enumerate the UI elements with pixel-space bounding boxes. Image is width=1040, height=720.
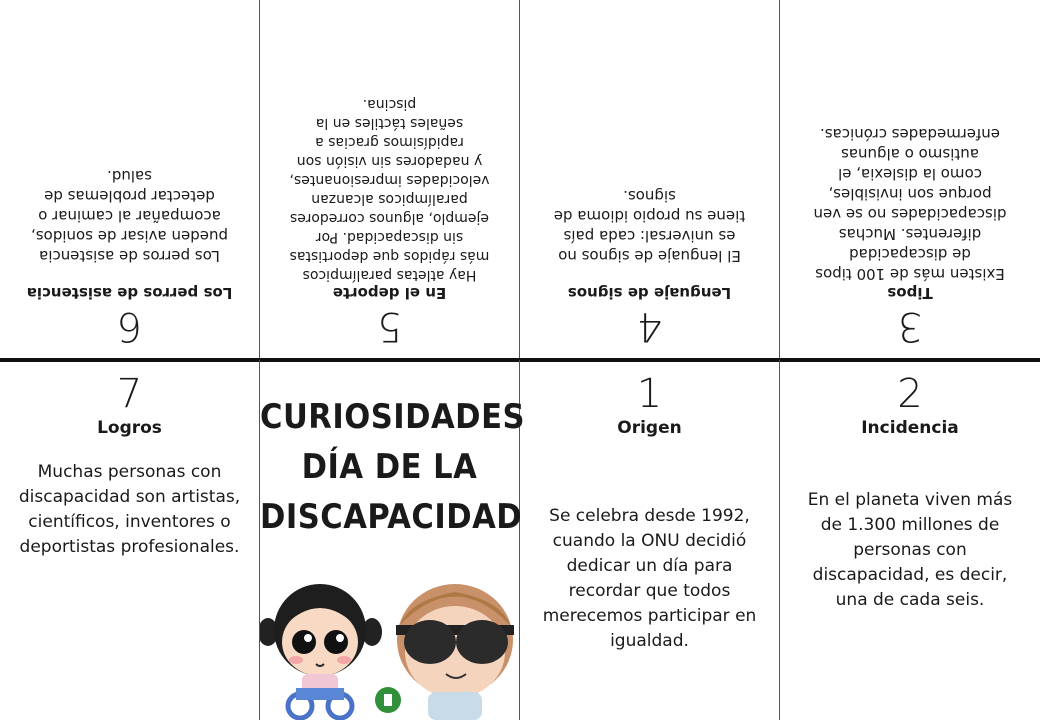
cover-title-line: DISCAPACIDAD xyxy=(260,497,523,537)
card-text: Existen más de 100 tipos de discapacidad diferentes. Muchas discapacidades no se ven porque son invisibles, como la dislexia, el autismo o algunas enfermedades crónicas. xyxy=(813,125,1007,283)
card-number: 2 xyxy=(897,371,923,417)
tree-logo-icon xyxy=(375,687,401,713)
bottom-row xyxy=(0,360,1040,720)
card-title: Lenguaje de signos xyxy=(567,284,732,302)
card-6 xyxy=(0,0,260,360)
cover-title-line: DÍA DE LA xyxy=(301,447,478,487)
card-7 xyxy=(0,360,260,720)
card-number: 3 xyxy=(897,303,923,349)
card-number: 7 xyxy=(116,371,143,417)
cover-title-line: CURIOSIDADES xyxy=(260,397,526,437)
cover-title xyxy=(260,392,526,542)
card-number: 1 xyxy=(636,371,663,417)
card-3 xyxy=(780,0,1040,360)
card-text: Muchas personas con discapacidad son artistas, científicos, inventores o deportistas profesionales. xyxy=(18,462,241,557)
card-number: 5 xyxy=(376,303,403,349)
girl-figure xyxy=(260,584,382,718)
card-1 xyxy=(520,360,780,720)
card-text: Hay atletas paralímpicos más rápidos que deportistas sin discapacidad. Por ejemplo, algunos corredores paralímpicos alcanzan velocidades impresionantes, y nadadores sin visión son rapidísimos gracias a señales táctiles en la piscina. xyxy=(289,96,490,283)
card-title: Origen xyxy=(617,418,682,438)
cover-card xyxy=(260,360,526,720)
card-text: Se celebra desde 1992, cuando la ONU decidió dedicar un día para recordar que todos merecemos participar en igualdad. xyxy=(542,506,757,651)
card-title: Tipos xyxy=(887,284,933,302)
card-title: Logros xyxy=(97,418,162,438)
card-2 xyxy=(780,360,1040,720)
card-title: Incidencia xyxy=(861,418,959,438)
card-4 xyxy=(520,0,780,360)
card-5 xyxy=(260,0,520,360)
card-title: Los perros de asistencia xyxy=(26,284,233,302)
card-text: En el planeta viven más de 1.300 millones de personas con discapacidad, es decir, una de cada seis. xyxy=(807,490,1013,610)
card-title: En el deporte xyxy=(332,284,447,302)
card-number: 6 xyxy=(116,303,143,349)
card-text: El lenguaje de signos no es universal: cada país tiene su propio idioma de signos. xyxy=(553,187,746,265)
card-text: Los perros de asistencia pueden avisar de sonidos, acompañar al caminar o detectar problemas de salud. xyxy=(31,167,228,265)
card-number: 4 xyxy=(636,303,663,349)
boy-figure xyxy=(396,584,514,720)
children-illustration xyxy=(260,570,520,720)
